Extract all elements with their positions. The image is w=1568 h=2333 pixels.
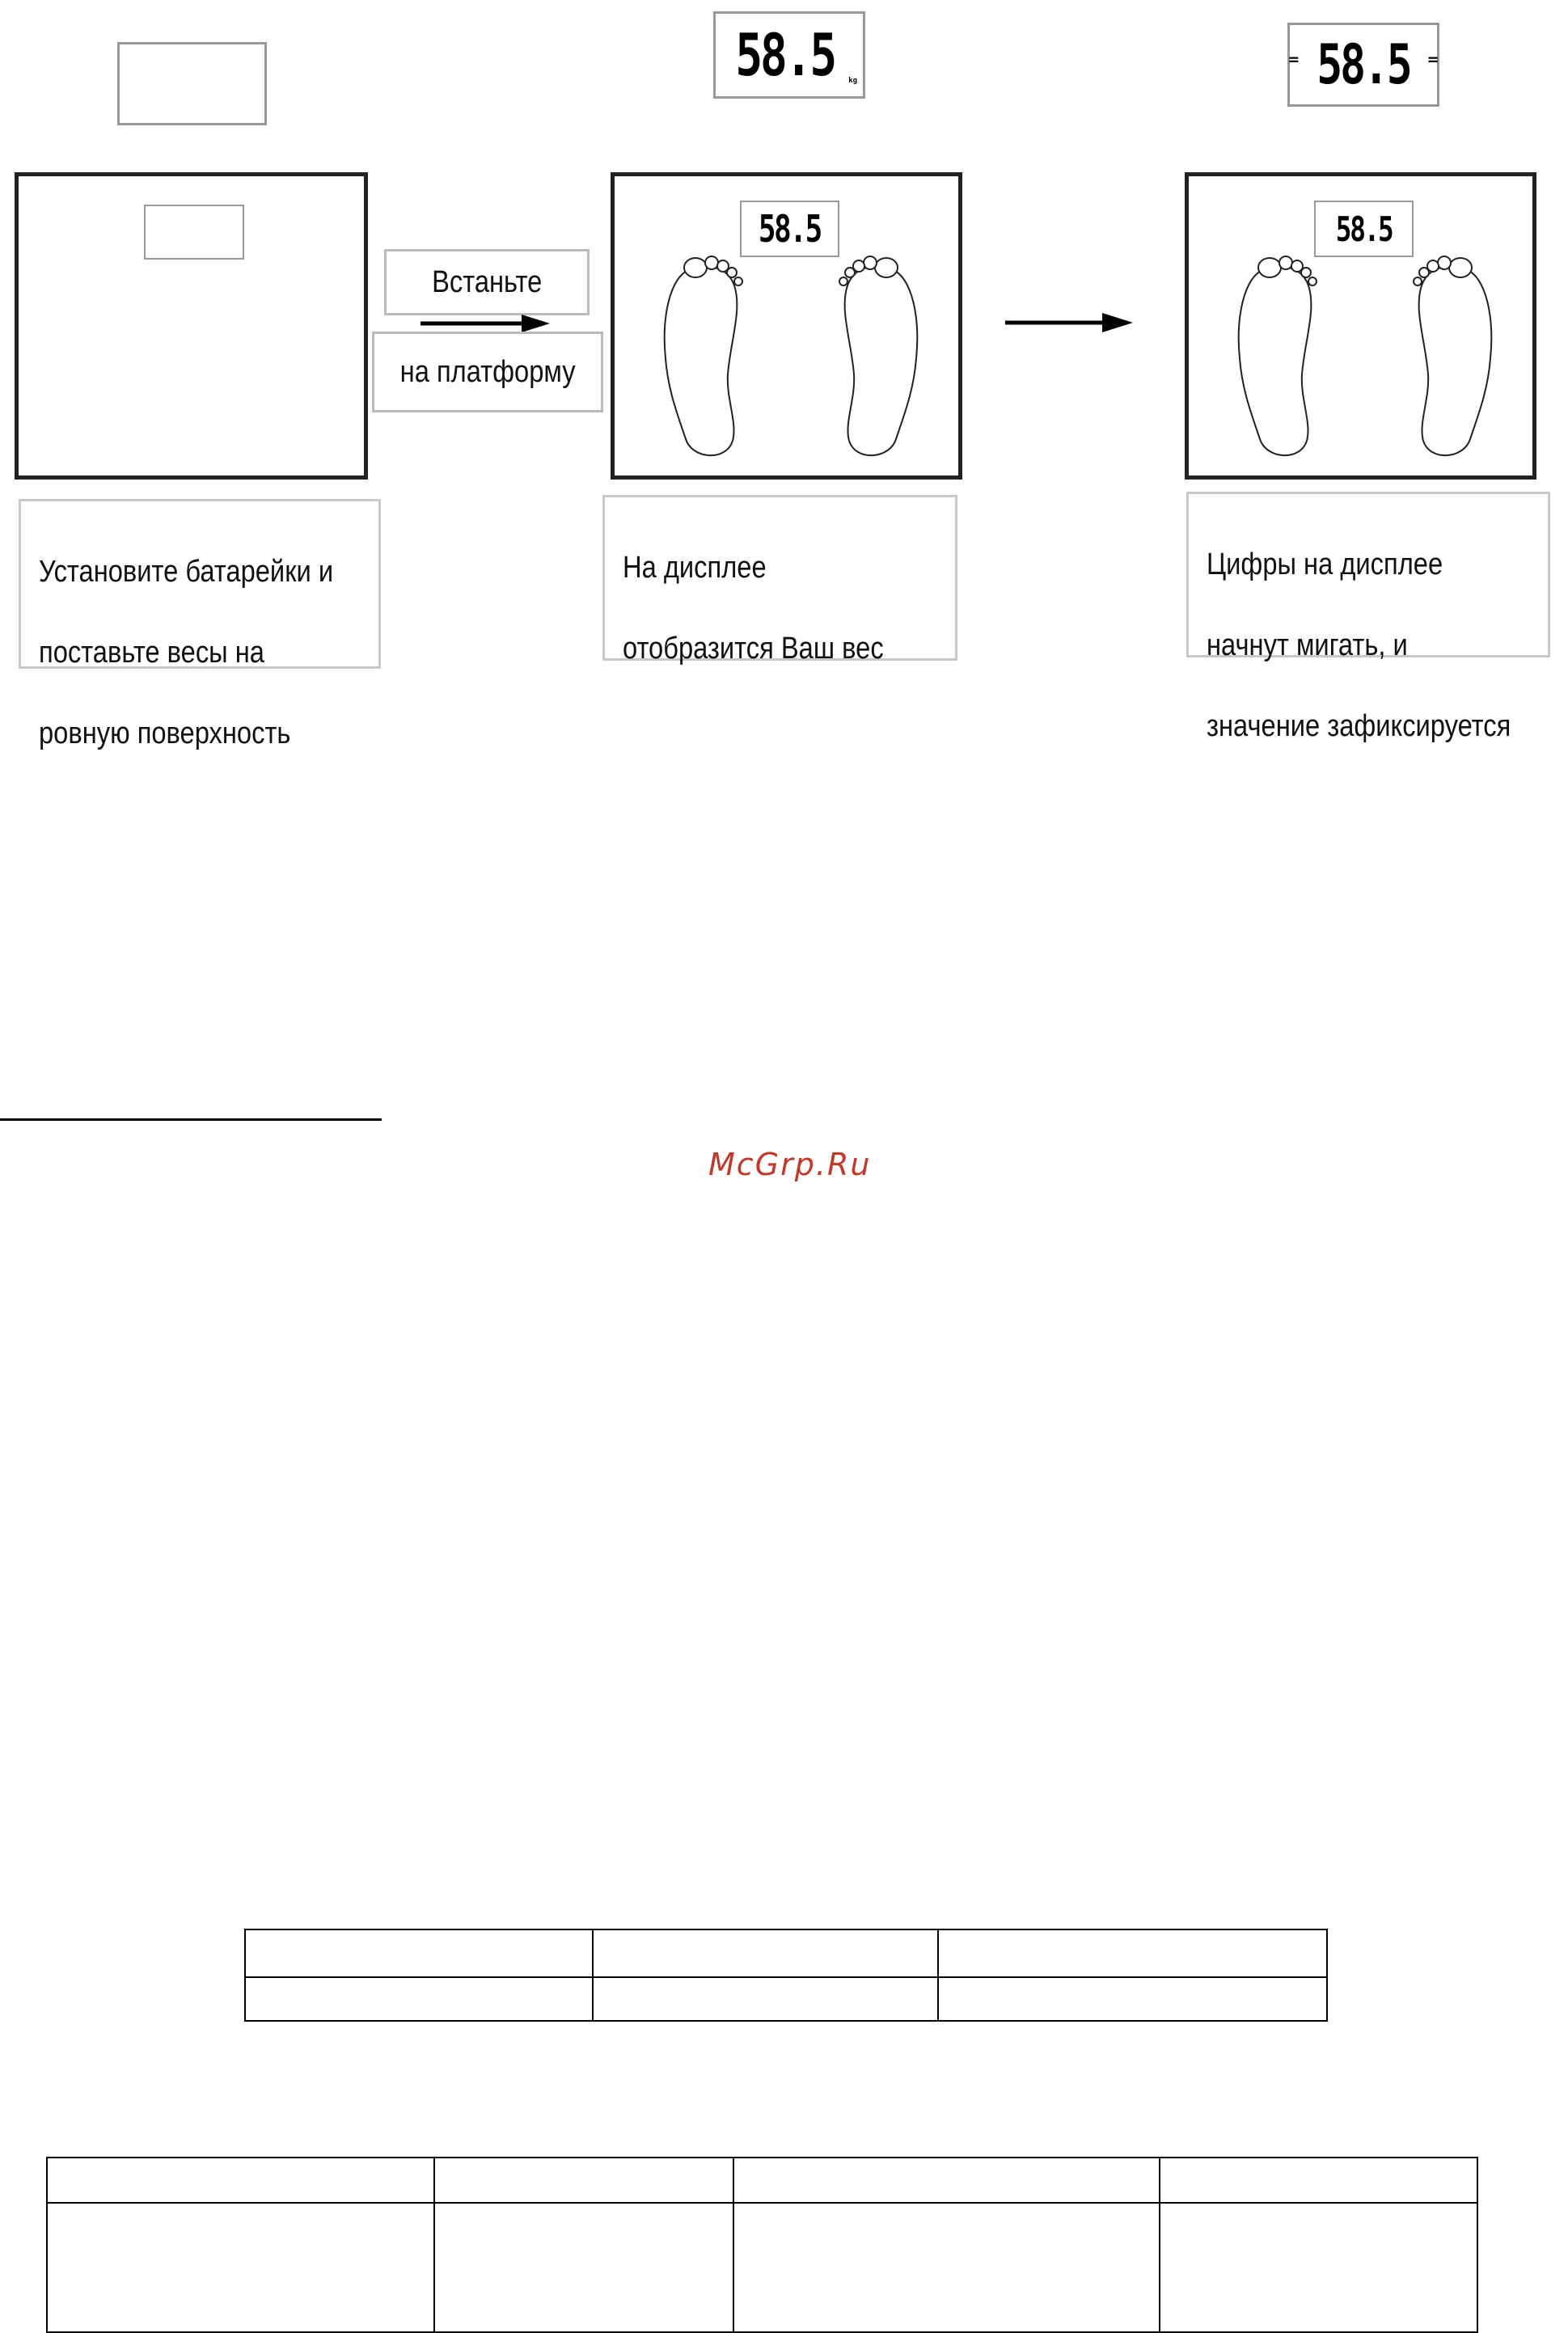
- weight-unit: kg: [848, 77, 858, 85]
- table-cell: [434, 2158, 733, 2203]
- step1-caption-line: Установите батарейки и: [39, 555, 334, 589]
- blink-rays-right-icon: ⁼: [1424, 49, 1442, 81]
- step3-caption-line: начнут мигать, и: [1207, 628, 1408, 662]
- table-cell: [593, 1977, 937, 2021]
- table-row: [47, 2203, 1477, 2332]
- right-foot-icon: [1397, 253, 1502, 467]
- table-row: [47, 2158, 1477, 2203]
- table-cell: [938, 1929, 1327, 1977]
- table-cell: [1160, 2203, 1477, 2332]
- table-cell: [733, 2158, 1160, 2203]
- table-2: [46, 2157, 1478, 2333]
- table-row: [245, 1929, 1327, 1977]
- action-box-bottom: [372, 332, 603, 412]
- step2-top-display: [713, 11, 865, 99]
- weight-reading-blinking: 58.5: [1317, 32, 1410, 97]
- table-row: [245, 1977, 1327, 2021]
- step1-top-display: [117, 42, 267, 125]
- step2-caption: [602, 495, 957, 666]
- arrow-right-icon: [1005, 310, 1135, 336]
- step2-caption-line: На дисплее: [623, 551, 767, 585]
- step3-scale: [1185, 172, 1536, 480]
- table-cell: [47, 2158, 434, 2203]
- table-cell: [1160, 2158, 1477, 2203]
- watermark: McGrp.Ru: [708, 1147, 872, 1182]
- right-foot-icon: [823, 253, 928, 467]
- step3-caption-line: значение зафиксируется: [1207, 709, 1511, 743]
- table-cell: [245, 1929, 593, 1977]
- weight-reading: 58.5: [735, 21, 835, 89]
- step3-caption: [1186, 492, 1550, 743]
- action-text-bottom: на платформу: [399, 354, 576, 389]
- step3-top-display: [1285, 23, 1442, 107]
- action-text-top: Встаньте: [431, 264, 543, 299]
- step1-caption-line: ровную поверхность: [39, 716, 291, 750]
- blink-rays-left-icon: ⁼: [1285, 49, 1303, 81]
- table-cell: [938, 1977, 1327, 2021]
- step3-scale-display: [1314, 201, 1414, 257]
- table-cell: [434, 2203, 733, 2332]
- footnote-rule: [0, 1118, 382, 1121]
- left-foot-icon: [653, 253, 759, 467]
- weight-reading-small: 58.5: [758, 207, 822, 251]
- table-1: [244, 1929, 1328, 2022]
- step2-caption-line: отобразится Ваш вес: [623, 632, 884, 666]
- step2-scale-display: [740, 201, 839, 257]
- table-cell: [593, 1929, 937, 1977]
- step1-caption: [19, 499, 381, 750]
- step1-caption-line: поставьте весы на: [39, 636, 264, 670]
- table-cell: [47, 2203, 434, 2332]
- step3-caption-line: Цифры на дисплее: [1207, 547, 1443, 581]
- step1-scale: [15, 172, 368, 480]
- table-cell: [733, 2203, 1160, 2332]
- step2-scale: [611, 172, 962, 480]
- action-box-top: [384, 249, 590, 315]
- weight-reading-blinking-small: 58.5: [1335, 209, 1393, 249]
- step1-scale-display: [144, 205, 244, 260]
- table-cell: [245, 1977, 593, 2021]
- left-foot-icon: [1228, 253, 1333, 467]
